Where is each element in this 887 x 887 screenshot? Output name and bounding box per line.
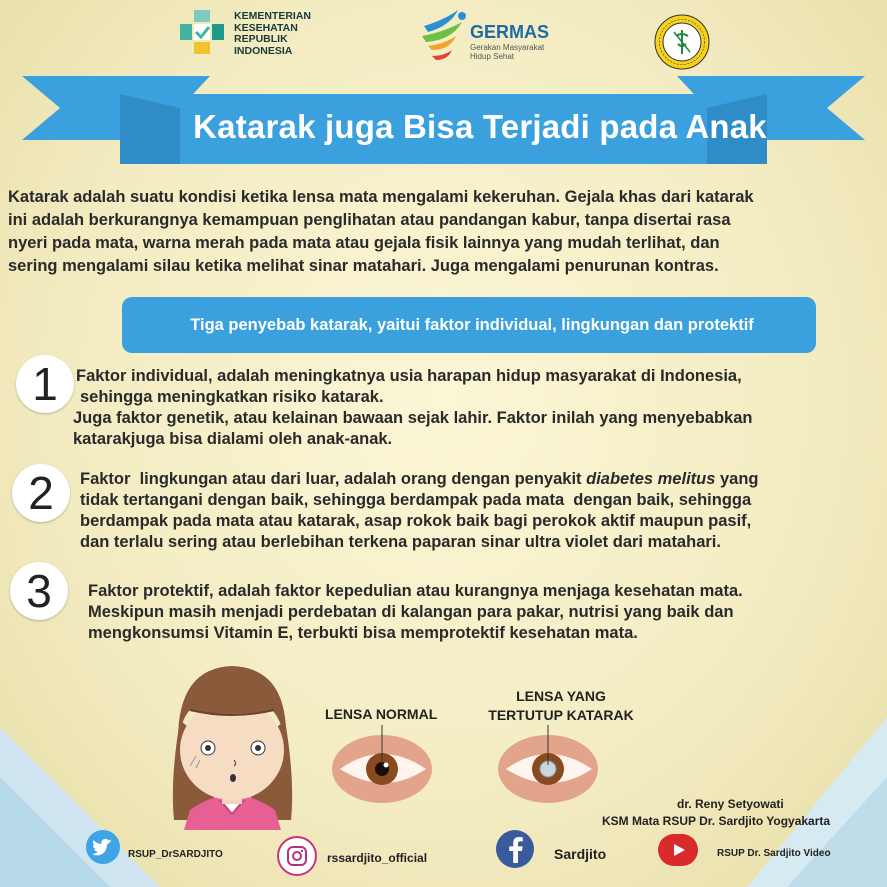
point-line: Juga faktor genetik, atau kelainan bawaan sejak lahir. Faktor inilah yang menyebabkan xyxy=(73,409,753,427)
point-line: katarakjuga bisa dialami oleh anak-anak. xyxy=(73,430,393,448)
lensa-normal-label: LENSA NORMAL xyxy=(325,706,438,722)
subtitle-text: Tiga penyebab katarak, yaitui faktor individual, lingkungan dan protektif xyxy=(190,316,754,334)
instagram-camera-icon xyxy=(286,845,308,867)
facebook-f-icon xyxy=(505,835,525,863)
germas-subtitle xyxy=(470,43,560,61)
point-line: Meskipun masih menjadi perdebatan di kalangan para pakar, nutrisi yang baik dan xyxy=(88,603,734,621)
point-line: mengkonsumsi Vitamin E, terbukti bisa memprotektif kesehatan mata. xyxy=(88,624,638,642)
twitter-icon[interactable] xyxy=(86,830,120,864)
facebook-icon[interactable] xyxy=(496,830,534,868)
kemenkes-line: KESEHATAN xyxy=(234,21,298,34)
intro-line: nyeri pada mata, warna merah pada mata atau gejala fisik lainnya yang mudah terlihat, dan xyxy=(8,234,720,252)
point-line: dan terlalu sering atau berlebihan terkena paparan sinar ultra violet dari matahari. xyxy=(80,533,721,551)
point-3-text xyxy=(88,581,878,644)
facebook-handle[interactable]: Sardjito xyxy=(554,846,607,862)
page-title: Katarak juga Bisa Terjadi pada Anak xyxy=(193,108,767,145)
youtube-play-icon xyxy=(669,842,687,858)
normal-eye-illustration xyxy=(330,725,435,807)
lensa-katarak-label xyxy=(476,687,646,725)
twitter-bird-icon xyxy=(93,838,113,856)
instagram-handle[interactable]: rssardjito_official xyxy=(327,851,428,865)
lensa-katarak-line: LENSA YANG xyxy=(516,688,606,704)
point-line: sehingga meningkatkan risiko katarak. xyxy=(80,388,384,406)
germas-sub-line: Gerakan Masyarakat xyxy=(470,43,545,52)
germas-logo-icon xyxy=(418,6,472,68)
instagram-icon[interactable] xyxy=(277,836,317,876)
youtube-icon[interactable] xyxy=(658,834,698,866)
intro-line: Katarak adalah suatu kondisi ketika lensa mata mengalami kekeruhan. Gejala khas dari katarak xyxy=(8,188,754,206)
kemenkes-line: KEMENTERIAN xyxy=(234,10,312,22)
author-department: KSM Mata RSUP Dr. Sardjito Yogyakarta xyxy=(602,814,831,828)
kemenkes-line: INDONESIA xyxy=(234,44,293,57)
lensa-katarak-line: TERTUTUP KATARAK xyxy=(488,707,634,723)
intro-line: sering mengalami silau ketika melihat sinar matahari. Juga mengalami penurunan kontras. xyxy=(8,257,719,275)
number-badge-3: 3 xyxy=(10,562,68,620)
kemenkes-line: REPUBLIK xyxy=(234,33,288,45)
kemenkes-text xyxy=(234,11,344,57)
point-line-part: Faktor lingkungan atau dari luar, adalah orang dengan penyakit xyxy=(80,470,587,488)
point-line: Faktor individual, adalah meningkatnya usia harapan hidup masyarakat di Indonesia, xyxy=(76,367,742,385)
germas-sub-line: Hidup Sehat xyxy=(470,52,515,61)
author-name: dr. Reny Setyowati xyxy=(677,797,784,811)
point-2-text xyxy=(80,469,880,553)
point-1-text xyxy=(73,366,876,450)
cataract-eye-illustration xyxy=(496,725,601,807)
point-line: tidak tertangani dengan baik, sehingga berdampak pada mata dengan baik, sehingga xyxy=(80,491,752,509)
youtube-handle[interactable]: RSUP Dr. Sardjito Video xyxy=(717,848,831,859)
point-line-part: yang xyxy=(715,470,759,488)
point-line xyxy=(80,469,880,490)
number-badge-1: 1 xyxy=(16,355,74,413)
intro-line: ini adalah berkurangnya kemampuan penglihatan atau pandangan kabur, tanpa disertai rasa xyxy=(8,211,731,229)
germas-title: GERMAS xyxy=(470,22,550,42)
kemenkes-logo-icon xyxy=(176,6,228,58)
point-line: berdampak pada mata atau katarak, asap rokok baik bagi perokok aktif maupun pasif, xyxy=(80,512,752,530)
point-line: Faktor protektif, adalah faktor kepedulian atau kurangnya menjaga kesehatan mata. xyxy=(88,582,743,600)
point-line-italic: diabetes melitus xyxy=(586,470,716,488)
number-badge-2: 2 xyxy=(12,464,70,522)
intro-paragraph xyxy=(8,186,883,278)
twitter-handle[interactable]: RSUP_DrSARDJITO xyxy=(128,849,223,860)
girl-illustration xyxy=(150,660,315,830)
